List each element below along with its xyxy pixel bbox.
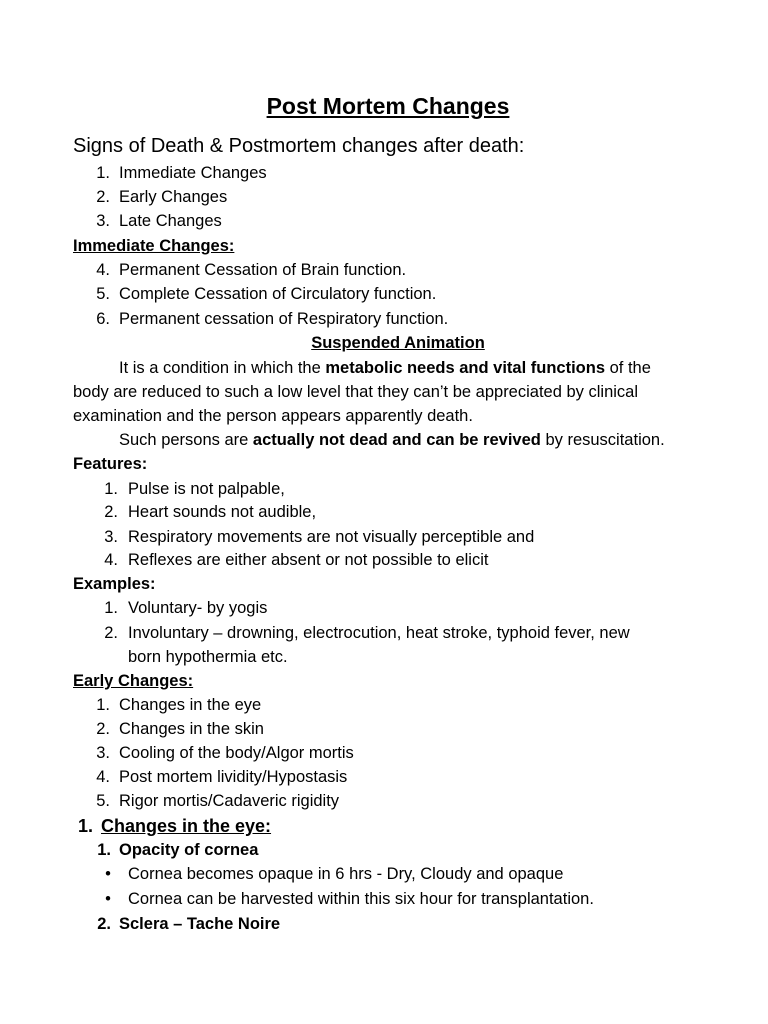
list-text: Changes in the eye — [119, 696, 262, 714]
list-text: Post mortem lividity/Hypostasis — [119, 768, 348, 786]
subsection-number: 2. — [97, 915, 111, 933]
paragraph-line — [119, 429, 665, 451]
list-text: Early Changes — [119, 188, 228, 206]
list-number: 1. — [104, 599, 118, 617]
bold-text-run: actually not dead and can be revived — [252, 431, 541, 449]
list-number: 5. — [96, 792, 110, 810]
text-run: Such persons are — [119, 431, 253, 449]
text-run: It is a condition in which the — [119, 359, 326, 377]
sclera-heading: Sclera – Tache Noire — [119, 915, 281, 933]
paragraph-line: examination and the person appears apparently death. — [73, 407, 473, 425]
list-text: Respiratory movements are not visually perceptible and — [128, 528, 535, 546]
list-number: 5. — [96, 285, 110, 303]
list-number: 4. — [104, 551, 118, 569]
list-number: 4. — [96, 768, 110, 786]
list-number: 6. — [96, 310, 110, 328]
list-number: 2. — [104, 503, 118, 521]
changes-in-eye-heading: Changes in the eye: — [101, 816, 272, 836]
section-number: 1. — [77, 816, 93, 836]
list-text: Pulse is not palpable, — [128, 480, 285, 498]
bullet-text: Cornea becomes opaque in 6 hrs - Dry, Cloudy and opaque — [128, 865, 564, 883]
bullet-icon: • — [105, 890, 111, 908]
opacity-of-cornea-heading: Opacity of cornea — [119, 841, 259, 859]
list-number: 1. — [96, 164, 110, 182]
bullet-icon: • — [105, 865, 111, 883]
signs-of-death-heading: Signs of Death & Postmortem changes after death: — [73, 135, 525, 157]
list-text: Immediate Changes — [119, 164, 267, 182]
features-heading: Features: — [73, 455, 148, 473]
list-text: Cooling of the body/Algor mortis — [119, 744, 354, 762]
suspended-animation-heading: Suspended Animation — [311, 334, 485, 352]
list-text: Reflexes are either absent or not possible to elicit — [128, 551, 489, 569]
bold-text-run: metabolic needs and vital functions — [325, 359, 606, 377]
list-text: Late Changes — [119, 212, 222, 230]
list-number: 2. — [104, 624, 118, 642]
list-number: 1. — [104, 480, 118, 498]
list-number: 2. — [96, 720, 110, 738]
list-text: Rigor mortis/Cadaveric rigidity — [119, 792, 340, 810]
paragraph-line: body are reduced to such a low level that they can’t be appreciated by clinical — [73, 383, 639, 401]
list-text: Permanent cessation of Respiratory function. — [119, 310, 449, 328]
list-text-continuation: born hypothermia etc. — [128, 648, 288, 666]
list-text: Changes in the skin — [119, 720, 264, 738]
text-run: by resuscitation. — [540, 431, 665, 449]
list-number: 1. — [96, 696, 110, 714]
bullet-text: Cornea can be harvested within this six hour for transplantation. — [128, 890, 594, 908]
page-title: Post Mortem Changes — [266, 93, 510, 119]
list-number: 3. — [104, 528, 118, 546]
list-number: 3. — [96, 212, 110, 230]
list-number: 3. — [96, 744, 110, 762]
paragraph-line — [119, 357, 651, 379]
subsection-number: 1. — [97, 841, 111, 859]
list-number: 2. — [96, 188, 110, 206]
list-text: Voluntary- by yogis — [128, 599, 268, 617]
early-changes-heading: Early Changes: — [73, 672, 194, 690]
list-text: Complete Cessation of Circulatory function. — [119, 285, 437, 303]
list-text: Permanent Cessation of Brain function. — [119, 261, 407, 279]
text-run: of the — [605, 359, 651, 377]
list-text: Heart sounds not audible, — [128, 503, 317, 521]
list-number: 4. — [96, 261, 110, 279]
examples-heading: Examples: — [73, 575, 156, 593]
immediate-changes-heading: Immediate Changes: — [73, 237, 235, 255]
list-text: Involuntary – drowning, electrocution, heat stroke, typhoid fever, new — [128, 624, 630, 642]
